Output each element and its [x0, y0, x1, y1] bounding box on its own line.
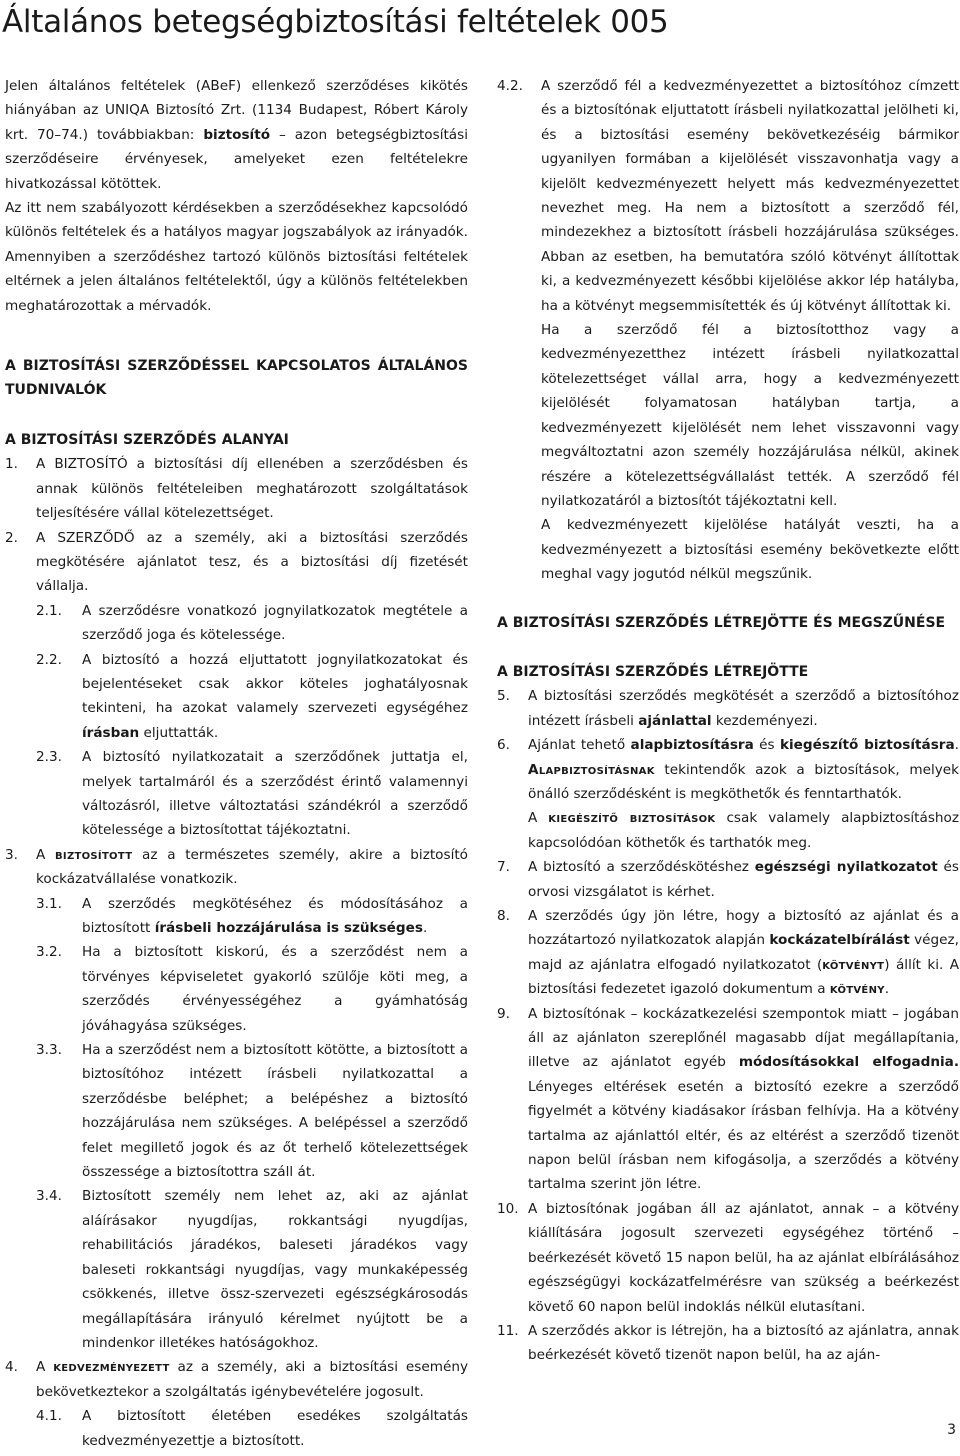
section-heading: A BIZTOSÍTÁSI SZERZŐDÉS LÉTREJÖTTE ÉS MEGSZŰNÉSE [497, 614, 946, 631]
list-item: 2. A SZERZŐDŐ az a személy, aki a biztosítási szerződés megkötésére ajánlatot tesz, és a biztosítási díj fizetését vállalja. [5, 529, 468, 595]
sub-list-item: 2.3. A biztosító nyilatkozatait a szerződőnek juttatja el, melyek tartalmáról és a szerződést érintő valamennyi változásról, illetve változtatási szándékról a szerződő kötelessége a biztosítottat tájékoztatni. [36, 749, 468, 839]
list-item: 7. A biztosító a szerződéskötéshez egészségi nyilatkozatot és orvosi vizsgálatot is kérhet. [497, 859, 959, 900]
sub-heading: A BIZTOSÍTÁSI SZERZŐDÉS LÉTREJÖTTE [497, 663, 809, 680]
sub-list-item: 3.1. A szerződés megkötéséhez és módosításához a biztosított írásbeli hozzájárulása is szükséges. [36, 895, 468, 936]
list-item: 8. A szerződés úgy jön létre, hogy a biztosító az ajánlat és a hozzátartozó nyilatkozatok alapján kockázatelbírálást végez, majd az ajánlatra elfogadó nyilatkozatot (kötvényt) állít ki. A biztosítási fedezetet igazoló dokumentum a kötvény. [497, 908, 959, 998]
list-item: 3. A biztosított az a természetes személy, akire a biztosító kockázatvállalése vonatkozik. [5, 846, 468, 888]
sub-list-item: 3.2. Ha a biztosított kiskorú, és a szerződést nem a törvényes képviseletet gyakorló szülője köti meg, a szerződés érvényességéhez a gyámhatóság jóváhagyása szükséges. [36, 944, 468, 1034]
sub-list-item: 3.4. Biztosított személy nem lehet az, aki az ajánlat aláírásakor nyugdíjas, rokkantsági nyugdíjas, rehabilitációs járadékos, baleseti járadékos vagy baleseti rokkantsági nyugdíjas, vagy munkaképesség csökkenés, illetve össz-szervezeti egészségkárosodás megállapítására irányuló kérelmet nyújtott be a mindenkor illetékes hatóságokhoz. [36, 1188, 468, 1351]
sub-list-item: 3.3. Ha a szerződést nem a biztosított kötötte, a biztosított a biztosítóhoz intézett írásbeli nyilatkozattal a szerződésbe beléphet; a belépéshez a biztosító hozzájárulása nem szükséges. A belépéssel a szerződő felet megillető jogok és az őt terhelő kötelezettségek összessége a biztosítottra száll át. [36, 1042, 468, 1181]
page-title: Általános betegségbiztosítási feltételek 005 [2, 4, 669, 40]
list-item: 9. A biztosítónak – kockázatkezelési szempontok miatt – jogában áll az ajánlaton szereplőnél magasabb díjat megállapítania, illetve az ajánlatot egyéb módosításokkal elfogadnia. Lényeges eltérések esetén a biztosító ezekre a szerződő figyelmét a kötvény kiadásakor írásban felhívja. Ha a kötvény tartalma az ajánlattól eltér, és az eltérést a szerződő tizenöt napon belül írásban nem kifogásolja, a szerződés a kötvény tartalma szerint jön létre. [497, 1005, 959, 1193]
list-item: 4. A kedvezményezett az a személy, aki a biztosítási esemény bekövetkeztekor a szolgáltatás igénybevételére jogosult. [5, 1359, 468, 1400]
sub-list-item: 2.2. A biztosító a hozzá eljuttatott jognyilatkozatokat és bejelentéseket csak akkor köteles joghatályosnak tekinteni, ha azokat valamely szervezeti egységéhez írásban eljuttatták. [36, 651, 468, 741]
list-item: 6. Ajánlat tehető alapbiztosításra és kiegészítő biztosításra. Alapbiztosításnak tekintendők azok a biztosítások, melyek önálló szerződésként is megköthetők és fenntarthatók. A kiegészítő biztosítások csak valamely alapbiztosításhoz kapcsolódóan köthetők és tarthatók meg. [497, 737, 959, 851]
intro-paragraph: Jelen általános feltételek (ABeF) ellenkező szerződéses kikötés hiányában az UNIQA Biztosító Zrt. (1134 Budapest, Róbert Károly krt. 70–74.) továbbiakban: biztosító – azon betegségbiztosítási szerződéseire érvényesek, amelyeket ezen feltételekre hivatkozással kötöttek. [5, 78, 468, 192]
sub-heading: A BIZTOSÍTÁSI SZERZŐDÉS ALANYAI [5, 431, 289, 448]
page-number: 3 [947, 1422, 956, 1438]
section-heading: A BIZTOSÍTÁSI SZERZŐDÉSSEL KAPCSOLATOS ÁLTALÁNOS TUDNIVALÓK [5, 358, 468, 399]
sub-list-item: 4.1. A biztosított életében esedékes szolgáltatás kedvezményezettje a biztosított. [36, 1408, 468, 1449]
intro-paragraph-2: Az itt nem szabályozott kérdésekben a szerződésekhez kapcsolódó különös feltételek és a hatályos magyar jogszabályok az irányadók. Amennyiben a szerződéshez tartozó különös biztosítási feltételek eltérnek a jelen általános feltételektől, úgy a különös feltételekben meghatározottak a mérvadók. [5, 200, 468, 314]
list-item: 11. A szerződés akkor is létrejön, ha a biztosító az ajánlatra, annak beérkezését követő tizenöt napon belül, ha az aján- [497, 1322, 959, 1364]
list-item: 10. A biztosítónak jogában áll az ajánlatot, annak – a kötvény kiállítására jogosult szervezeti egységéhez történő – beérkezését követő 15 napon belül, ha az ajánlat elbírálásához egészségügyi kockázatfelmérésre van szükség a beérkezést követő 60 napon belül indoklás nélkül elutasítani. [497, 1200, 959, 1315]
sub-list-item: 2.1. A szerződésre vonatkozó jognyilatkozatok megtétele a szerződő joga és kötelessége. [36, 602, 468, 644]
list-item: 1. A BIZTOSÍTÓ a biztosítási díj ellenében a szerződésben és annak különös feltételeiben meghatározott szolgáltatások teljesítésére vállal kötelezettséget. [5, 456, 468, 522]
right-column [497, 74, 959, 1368]
sub-list-item: 4.2. A szerződő fél a kedvezményezettet a biztosítóhoz címzett és a biztosítónak eljuttatott írásbeli nyilatkozattal jelölheti ki, és a biztosítási esemény bekövetkezéséig bármikor ugyanilyen formában a kijelölését visszavonhatja vagy a kijelölt kedvezményezett helyett más kedvezményezettet nevezhet meg. Ha nem a biztosított a szerződő fél, mindezekhez a biztosított írásbeli hozzájárulása szükséges. Abban az esetben, ha bemutatóra szóló kötvényt állítottak ki, a kedvezményezett későbbi kijelölése akkor lép hatályba, ha a kötvényt megsemmisítették és új kötvényt állítottak ki. Ha a szerződő fél a biztosítotthoz vagy a kedvezményezetthez intézett írásbeli nyilatkozattal kötelezettséget vállal arra, hogy a kedvezményezett kijelölését folyamatosan hatályban tartja, a kedvezményezett kijelölését nem lehet visszavonni vagy megváltoztatni azon személy hozzájárulása nélkül, akinek részére a kötelezettségvállalást tették. A szerződő fél nyilatkozatáról a biztosítót tájékoztatni kell. A kedvezményezett kijelölése hatályát veszti, ha a kedvezményezett a biztosítási esemény bekövetkezte előtt meghal vagy jogutód nélkül megszűnik. [497, 78, 959, 583]
list-item: 5. A biztosítási szerződés megkötését a szerződő a biztosítóhoz intézett írásbeli ajánlattal kezdeményezi. [497, 688, 959, 729]
left-column [5, 74, 468, 1453]
